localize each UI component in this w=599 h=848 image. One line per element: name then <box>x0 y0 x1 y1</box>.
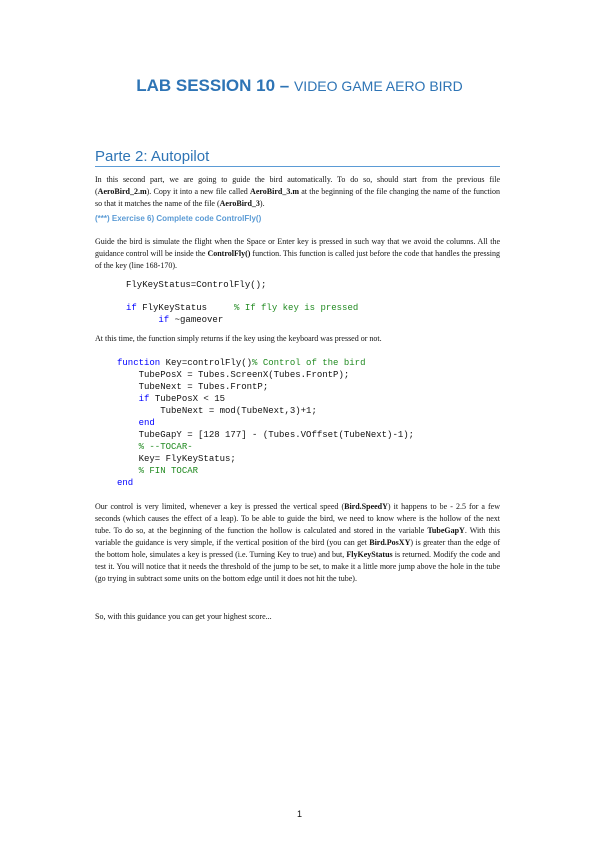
title-subtitle: VIDEO GAME AERO BIRD <box>293 78 463 94</box>
control-paragraph: Our control is very limited, whenever a key is pressed the vertical speed (Bird.SpeedY) it happens to be - 2.5 for a few seconds (which causes the effect of a leap). To be able to guide the bird, we need to know where is the hollow of the next tube. To do so, at the beginning of the function the hollow is calculated and stored in the variable TubeGapY. With this variable the guidance is very simple, if the vertical position of the bird (you can get Bird.PosXY) is greater than the edge of the bottom hole, simulates a key is pressed (i.e. Turning Key to true) and but, FlyKeyStatus is returned. Modify the code and test it. You will notice that it needs the threshold of the jump to be set, to make it a little more jump above the hole in the tube (go trying in subtract some units on the bottom edge until it does not hit the tube). <box>95 502 501 583</box>
code-snippet-call <box>126 279 266 291</box>
filename-aerobird2: AeroBird_2.m <box>97 187 147 196</box>
exercise-heading: (***) Exercise 6) Complete code ControlFly() <box>95 214 262 223</box>
bold-flykeystatus: FlyKeyStatus <box>346 550 393 559</box>
bold-tubegapy: TubeGapY <box>427 526 465 535</box>
filename-aerobird3-name: AeroBird_3 <box>219 199 260 208</box>
middle-paragraph: At this time, the function simply returns if the key using the keyboard was pressed or not. <box>95 334 382 343</box>
heading-underline <box>95 166 500 167</box>
code-snippet-function: function Key=controlFly()% Control of the bird TubePosX = Tubes.ScreenX(Tubes.FrontP); TubeNext = Tubes.FrontP; if TubePosX < 15 TubeNext = mod(TubeNext,3)+1; end TubeGapY = [128 177] - (Tubes.VOffset(TubeNext)-1); % --TOCAR- Key= FlyKeyStatus; % FIN TOCAR end <box>117 358 415 488</box>
code-line: FlyKeyStatus=ControlFly(); <box>126 280 267 290</box>
section-heading: Parte 2: Autopilot <box>95 148 210 165</box>
document-title <box>0 76 599 96</box>
function-name: ControlFly() <box>207 249 251 258</box>
bold-posxy: Bird.PosXY <box>369 538 411 547</box>
bold-speedy: Bird.SpeedY <box>344 502 388 511</box>
guide-paragraph: Guide the bird is simulate the flight when the Space or Enter key is pressed in such way that we avoid the columns. All the guidance control will be inside the ControlFly() function. This function is called just before the code that handles the pressing of the key (line 168-170). <box>95 237 500 270</box>
page-number: 1 <box>296 809 302 819</box>
title-main: LAB SESSION 10 – <box>136 76 294 95</box>
code-snippet-if: if FlyKeyStatus % If fly key is pressed if ~gameover <box>126 303 359 325</box>
intro-paragraph: In this second part, we are going to guide the bird automatically. To do so, should start from the previous file (AeroBird_2.m). Copy it into a new file called AeroBird_3.m at the beginning of the file changing the name of the function so that it matches the name of the file (AeroBird_3). <box>95 175 500 208</box>
closing-paragraph: So, with this guidance you can get your highest score... <box>95 612 272 621</box>
filename-aerobird3: AeroBird_3.m <box>250 187 300 196</box>
